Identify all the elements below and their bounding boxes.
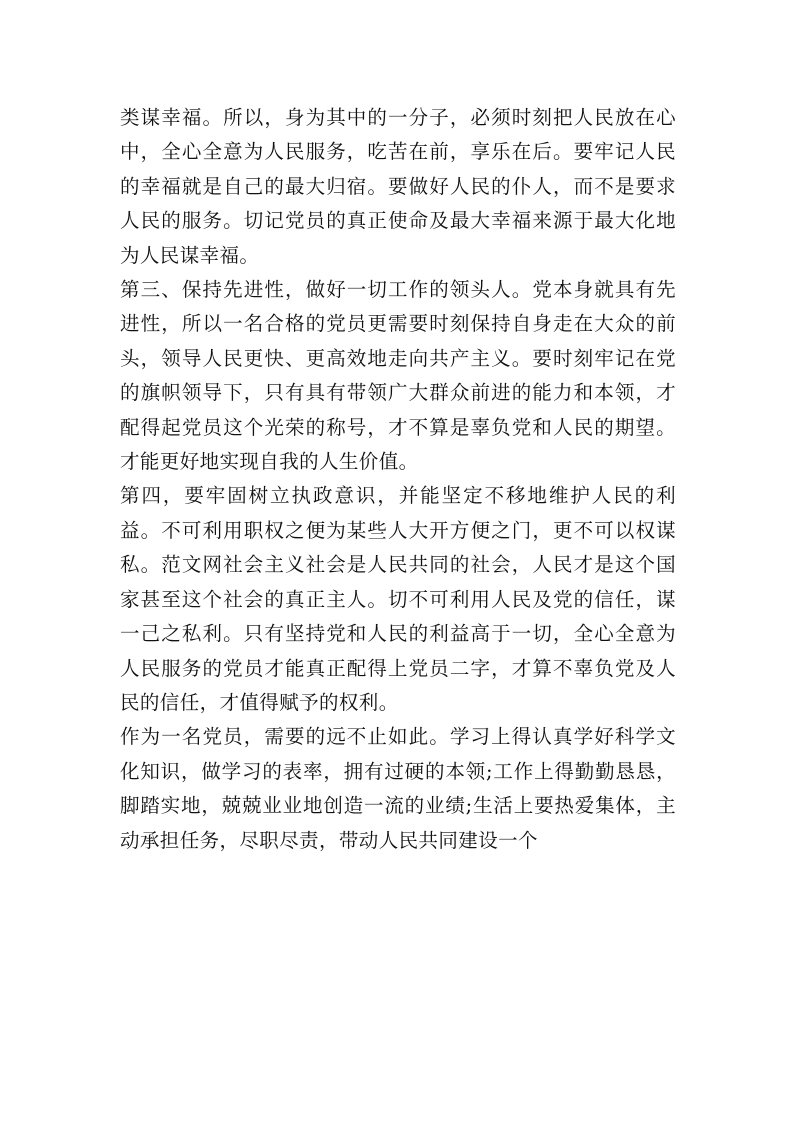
paragraph: 作为一名党员，需要的远不止如此。学习上得认真学好科学文化知识，做学习的表率，拥有过硬的本领;工作上得勤勤恳恳，脚踏实地，兢兢业业地创造一流的业绩;生活上要热爱集体，主动承担任务，尽职尽责，带动人民共同建设一个 xyxy=(120,725,676,852)
paragraph: 第四，要牢固树立执政意识，并能坚定不移地维护人民的利益。不可利用职权之便为某些人大开方便之门，更不可以权谋私。范文网社会主义社会是人民共同的社会，人民才是这个国家甚至这个社会的真正主人。切不可利用人民及党的信任，谋一己之私利。只有坚持党和人民的利益高于一切，全心全意为人民服务的党员才能真正配得上党员二字，才算不辜负党及人民的信任，才值得赋予的权利。 xyxy=(120,484,676,714)
body-text xyxy=(120,101,676,858)
paragraph: 第三、保持先进性，做好一切工作的领头人。党本身就具有先进性，所以一名合格的党员更需要时刻保持自身走在大众的前头，领导人民更快、更高效地走向共产主义。要时刻牢记在党的旗帜领导下，只有具有带领广大群众前进的能力和本领，才配得起党员这个光荣的称号，才不算是辜负党和人民的期望。才能更好地实现自我的人生价值。 xyxy=(120,278,676,474)
paragraph: 类谋幸福。所以，身为其中的一分子，必须时刻把人民放在心中，全心全意为人民服务，吃苦在前，享乐在后。要牢记人民的幸福就是自己的最大归宿。要做好人民的仆人，而不是要求人民的服务。切记党员的真正使命及最大幸福来源于最大化地为人民谋幸福。 xyxy=(120,106,676,267)
